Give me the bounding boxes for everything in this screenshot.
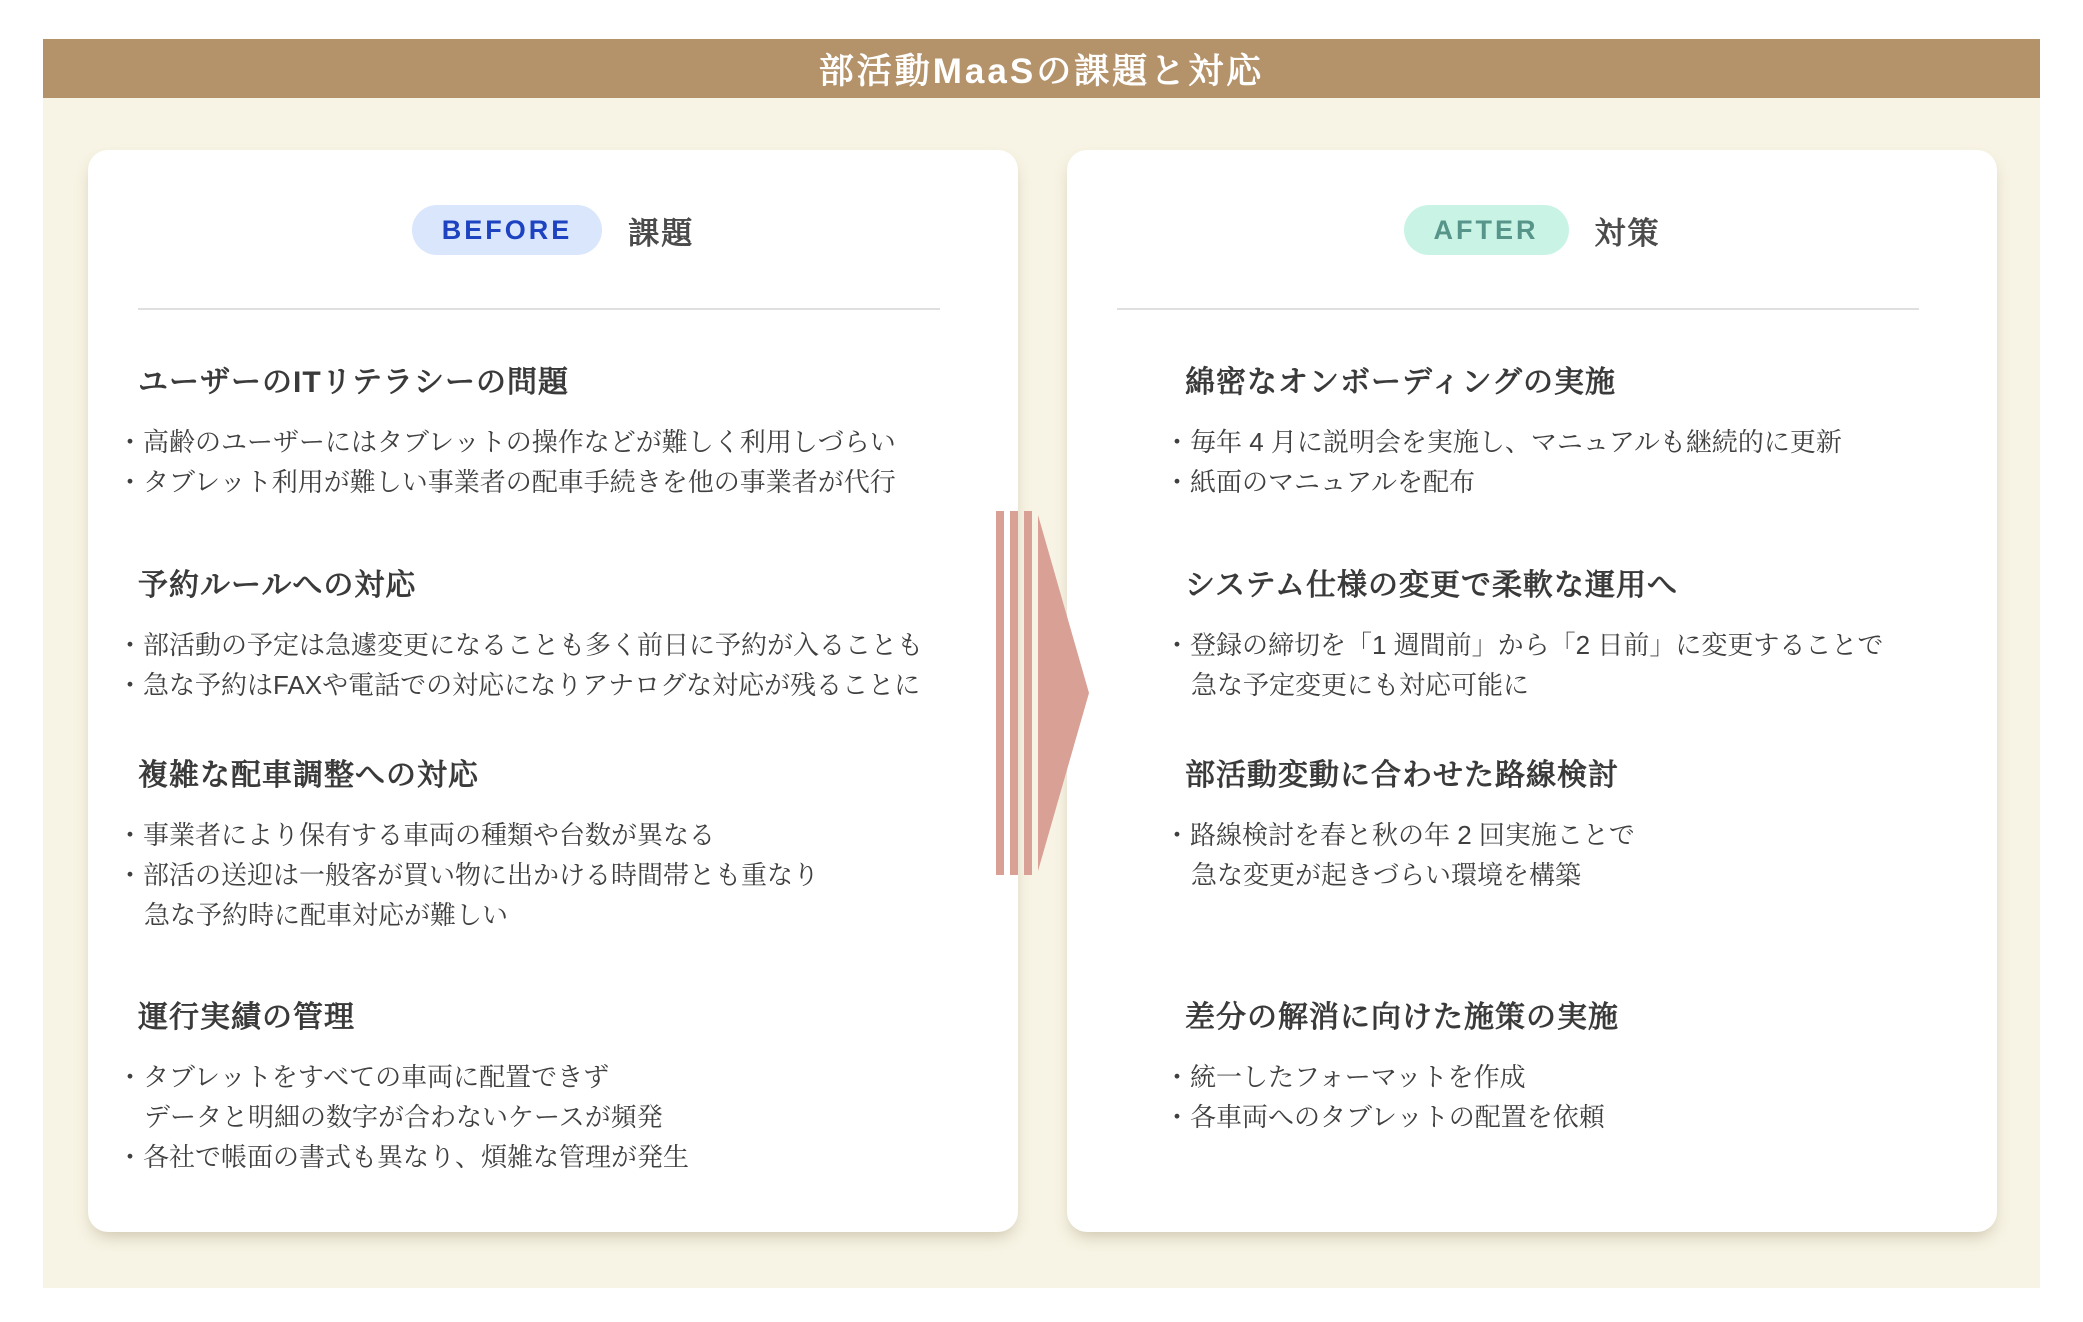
arrow-head (1038, 515, 1089, 871)
bullet-line: 急な予定変更にも対応可能に (1191, 670, 1530, 700)
bullet-line: ・路線検討を春と秋の年 2 回実施ことで (1164, 820, 1635, 850)
bullet-line: ・部活の送迎は一般客が買い物に出かける時間帯とも重なり (117, 860, 820, 890)
bullet-item (1164, 815, 1975, 895)
arrow-bar (996, 511, 1004, 875)
section (117, 565, 988, 705)
arrow-bar (1024, 511, 1032, 875)
arrow-bar (1010, 511, 1018, 875)
badge-row (1067, 205, 1997, 255)
section (117, 362, 988, 502)
bullet-line: 急な変更が起きづらい環境を構築 (1191, 860, 1582, 890)
section (1164, 755, 1975, 895)
section (117, 755, 988, 935)
bullet-line: ・統一したフォーマットを作成 (1164, 1062, 1526, 1092)
section-heading: 綿密なオンボーディングの実施 (1185, 366, 1616, 399)
divider (1117, 308, 1919, 310)
bullet-item (1164, 1097, 1975, 1137)
section (1164, 362, 1975, 502)
section-heading: ユーザーのITリテラシーの問題 (138, 366, 570, 399)
section (1164, 565, 1975, 705)
section-heading: 予約ルールへの対応 (138, 569, 417, 602)
section-heading: 部活動変動に合わせた路線検討 (1185, 759, 1619, 792)
section-heading: 差分の解消に向けた施策の実施 (1185, 1001, 1619, 1034)
bullet-line: ・タブレットをすべての車両に配置できず (117, 1062, 610, 1092)
after-badge: AFTER (1404, 205, 1569, 255)
badge-row (88, 205, 1018, 255)
bullet-item (117, 815, 988, 855)
bullet-line: ・急な予約はFAXや電話での対応になりアナログな対応が残ることに (117, 670, 921, 700)
badge-label: 課題 (628, 215, 695, 251)
bullet-line: ・各社で帳面の書式も異なり、煩雑な管理が発生 (117, 1142, 690, 1172)
bullet-item (117, 855, 988, 935)
section-heading: 運行実績の管理 (138, 1001, 355, 1034)
bullet-line: 急な予約時に配車対応が難しい (144, 900, 509, 930)
bullet-item (117, 422, 988, 462)
bullet-line: ・タブレット利用が難しい事業者の配車手続きを他の事業者が代行 (117, 467, 896, 497)
bullet-line: ・事業者により保有する車両の種類や台数が異なる (117, 820, 716, 850)
bullet-line: ・紙面のマニュアルを配布 (1164, 467, 1475, 497)
bullet-item (1164, 462, 1975, 502)
before-badge: BEFORE (412, 205, 603, 255)
bullet-line: ・部活動の予定は急遽変更になることも多く前日に予約が入ることも (117, 630, 924, 660)
bullet-item (117, 1137, 988, 1177)
bullet-item (1164, 1057, 1975, 1097)
bullet-item (117, 665, 988, 705)
bullet-line: ・高齢のユーザーにはタブレットの操作などが難しく利用しづらい (117, 427, 896, 457)
title-banner (43, 39, 2040, 98)
bullet-line: ・毎年 4 月に説明会を実施し、マニュアルも継続的に更新 (1164, 427, 1842, 457)
after-panel (1067, 150, 1997, 1232)
bullet-line: ・登録の締切を「1 週間前」から「2 日前」に変更することで (1164, 630, 1884, 660)
bullet-line: ・各車両へのタブレットの配置を依頼 (1164, 1102, 1605, 1132)
section (1164, 997, 1975, 1137)
before-panel (88, 150, 1018, 1232)
bullet-item (117, 1057, 988, 1137)
badge-label: 対策 (1594, 215, 1661, 251)
bullet-item (117, 625, 988, 665)
flow-arrow-icon (996, 511, 1091, 875)
bullet-item (117, 462, 988, 502)
section-heading: 複雑な配車調整への対応 (138, 759, 479, 792)
bullet-line: データと明細の数字が合わないケースが頻発 (144, 1102, 663, 1132)
section (117, 997, 988, 1177)
bullet-item (1164, 625, 1975, 705)
divider (138, 308, 940, 310)
section-heading: システム仕様の変更で柔軟な運用へ (1185, 569, 1678, 602)
page-title: 部活動MaaSの課題と対応 (818, 51, 1265, 91)
bullet-item (1164, 422, 1975, 462)
